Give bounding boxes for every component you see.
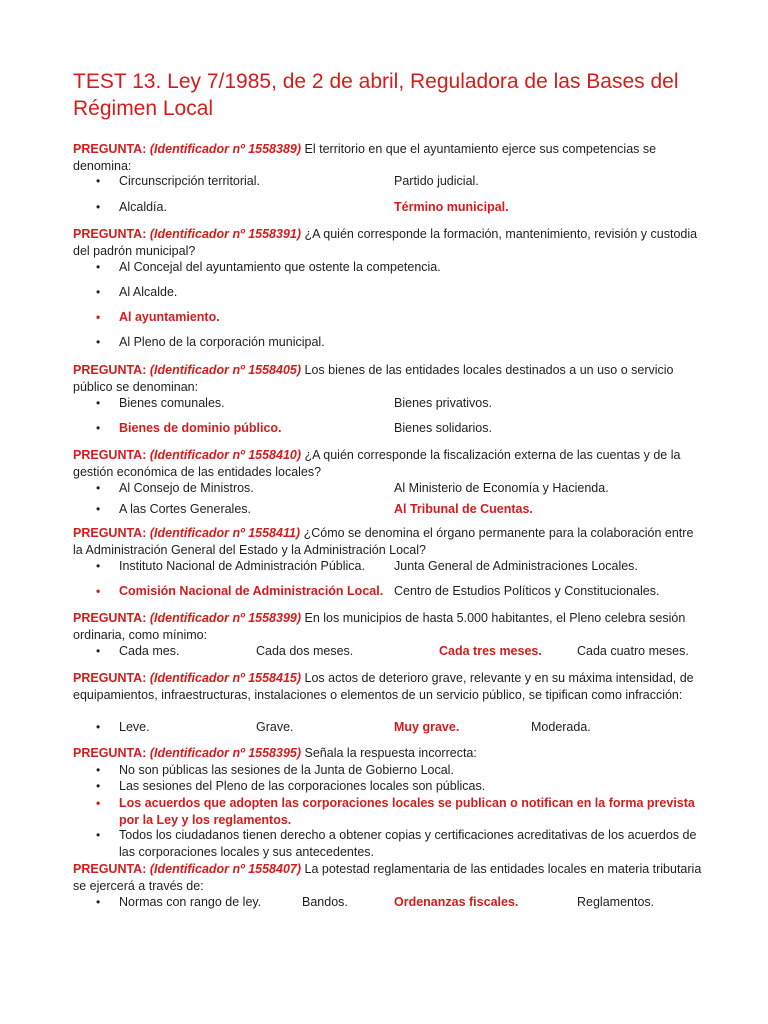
option: Junta General de Administraciones Locales. xyxy=(394,559,638,573)
question-body: Los bienes de las entidades locales destinados a un uso o servicio público se denominan: xyxy=(73,363,674,394)
bullet: • xyxy=(96,285,101,299)
question-id: (Identificador nº 1558399) xyxy=(149,611,302,625)
question-label: PREGUNTA: xyxy=(73,862,147,876)
question-body: El territorio en que el ayuntamiento ejerce sus competencias se denomina: xyxy=(73,142,657,173)
option: Comisión Nacional de Administración Local. xyxy=(119,584,384,598)
bullet: • xyxy=(96,335,101,349)
question-id: (Identificador nº 1558410) xyxy=(149,448,302,462)
bullet: • xyxy=(96,559,101,573)
question-body: ¿A quién corresponde la formación, mantenimiento, revisión y custodia del padrón municipal? xyxy=(73,227,698,258)
option: Leve. xyxy=(119,720,150,734)
option: Al Pleno de la corporación municipal. xyxy=(119,335,325,349)
option: Bienes solidarios. xyxy=(394,421,492,435)
option: Las sesiones del Pleno de las corporaciones locales son públicas. xyxy=(119,779,486,793)
option: A las Cortes Generales. xyxy=(119,502,252,516)
question-body: Señala la respuesta incorrecta: xyxy=(304,746,477,760)
question-id: (Identificador nº 1558411) xyxy=(149,526,301,540)
option: Grave. xyxy=(256,720,294,734)
option: Al Ministerio de Economía y Hacienda. xyxy=(394,481,609,495)
option: Normas con rango de ley. xyxy=(119,895,262,909)
question-id: (Identificador nº 1558391) xyxy=(149,227,302,241)
question-label: PREGUNTA: xyxy=(73,363,147,377)
question-text xyxy=(73,141,703,175)
bullet: • xyxy=(96,260,101,274)
option: Al Consejo de Ministros. xyxy=(119,481,254,495)
bullet: • xyxy=(96,481,101,495)
bullet: • xyxy=(96,779,101,793)
question-text xyxy=(73,525,703,559)
question-text xyxy=(73,226,703,260)
bullet: • xyxy=(96,796,101,810)
question-body: La potestad reglamentaria de las entidades locales en materia tributaria se ejercerá a través de: xyxy=(73,862,702,893)
bullet: • xyxy=(96,200,101,214)
option: Término municipal. xyxy=(394,200,509,214)
bullet: • xyxy=(96,720,101,734)
question-id: (Identificador nº 1558395) xyxy=(149,746,302,760)
option: Cada tres meses. xyxy=(439,644,542,658)
question-text xyxy=(73,861,703,895)
bullet: • xyxy=(96,584,101,598)
option: Bienes privativos. xyxy=(394,396,492,410)
option: Reglamentos. xyxy=(577,895,655,909)
option: No son públicas las sesiones de la Junta de Gobierno Local. xyxy=(119,763,454,777)
question-label: PREGUNTA: xyxy=(73,611,147,625)
option: Al ayuntamiento. xyxy=(119,310,220,324)
bullet: • xyxy=(96,502,101,516)
option: Instituto Nacional de Administración Pública. xyxy=(119,559,365,573)
option: Bienes de dominio público. xyxy=(119,421,282,435)
option: Moderada. xyxy=(531,720,591,734)
question-text xyxy=(73,745,703,762)
bullet: • xyxy=(96,763,101,777)
question-label: PREGUNTA: xyxy=(73,448,147,462)
question-body: ¿Cómo se denomina el órgano permanente para la colaboración entre la Administración General del Estado y la Administración Local? xyxy=(73,526,694,557)
option: Al Alcalde. xyxy=(119,285,178,299)
bullet: • xyxy=(96,895,101,909)
option: Ordenanzas fiscales. xyxy=(394,895,519,909)
option: Cada dos meses. xyxy=(256,644,354,658)
option: Cada cuatro meses. xyxy=(577,644,689,658)
question-label: PREGUNTA: xyxy=(73,142,147,156)
bullet: • xyxy=(96,310,101,324)
question-label: PREGUNTA: xyxy=(73,671,147,685)
question-id: (Identificador nº 1558389) xyxy=(149,142,302,156)
option: Circunscripción territorial. xyxy=(119,174,261,188)
question-label: PREGUNTA: xyxy=(73,526,147,540)
question-id: (Identificador nº 1558405) xyxy=(149,363,302,377)
option: Todos los ciudadanos tienen derecho a obtener copias y certificaciones acreditativas de los acuerdos de las corporaciones locales y sus antecedentes. xyxy=(119,828,697,859)
bullet: • xyxy=(96,644,101,658)
option: Bienes comunales. xyxy=(119,396,225,410)
question-body: En los municipios de hasta 5.000 habitantes, el Pleno celebra sesión ordinaria, como mínimo: xyxy=(73,611,686,642)
bullet: • xyxy=(96,174,101,188)
bullet: • xyxy=(96,421,101,435)
option: Alcaldía. xyxy=(119,200,167,214)
option: Bandos. xyxy=(302,895,348,909)
bullet: • xyxy=(96,396,101,410)
question-text xyxy=(73,610,703,644)
option: Al Tribunal de Cuentas. xyxy=(394,502,533,516)
question-id: (Identificador nº 1558415) xyxy=(149,671,302,685)
question-text xyxy=(73,447,703,481)
question-label: PREGUNTA: xyxy=(73,746,147,760)
option: Al Concejal del ayuntamiento que ostente la competencia. xyxy=(119,260,441,274)
document-title: TEST 13. Ley 7/1985, de 2 de abril, Reguladora de las Bases del Régimen Local xyxy=(73,70,679,120)
question-body: Los actos de deterioro grave, relevante y en su máxima intensidad, de equipamientos, infraestructuras, instalaciones o elementos de un servicio público, se tipifican como infracción: xyxy=(73,671,694,702)
question-text xyxy=(73,670,703,704)
option: Partido judicial. xyxy=(394,174,479,188)
option: Cada mes. xyxy=(119,644,180,658)
question-body: ¿A quién corresponde la fiscalización externa de las cuentas y de la gestión económica de las entidades locales? xyxy=(73,448,681,479)
option: Centro de Estudios Políticos y Constitucionales. xyxy=(394,584,660,598)
bullet: • xyxy=(96,828,101,842)
question-label: PREGUNTA: xyxy=(73,227,147,241)
option: Muy grave. xyxy=(394,720,460,734)
question-id: (Identificador nº 1558407) xyxy=(149,862,302,876)
option: Los acuerdos que adopten las corporaciones locales se publican o notifican en la forma prevista por la Ley y los reglamentos. xyxy=(119,796,695,827)
question-text xyxy=(73,362,703,396)
